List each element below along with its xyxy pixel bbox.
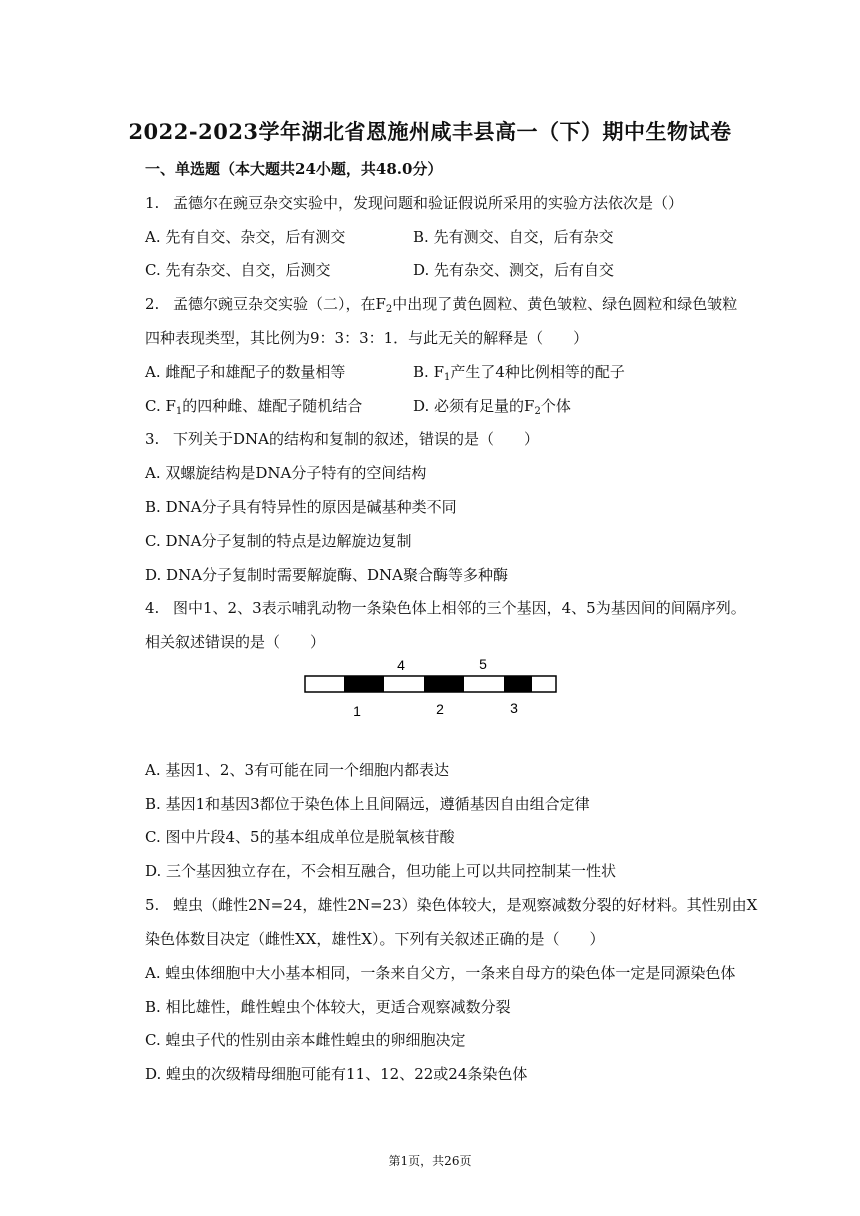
option-2c: C. $F_1$的四种雌、雄配子随机结合	[145, 397, 363, 417]
question-2-stem: 2. 孟德尔豌豆杂交实验（二），在$F_2$中出现了黄色圆粒、黄色皱粒、绿色圆粒和绿色皱粒	[145, 295, 738, 315]
question-5-stem-line2: 染色体数目决定（雌性XX，雄性X）。下列有关叙述正确的是（ ）	[145, 930, 605, 948]
option-1a: A. 先有自交、杂交，后有测交	[145, 228, 346, 246]
option-4b: B. 基因1和基因3都位于染色体上且间隔远，遵循基因自由组合定律	[145, 795, 590, 813]
page-footer: 第1页，共26页	[388, 1154, 472, 1168]
label-3: 3	[510, 700, 518, 716]
option-3a: A. 双螺旋结构是DNA分子特有的空间结构	[145, 464, 427, 482]
option-1b: B. 先有测交、自交，后有杂交	[413, 228, 614, 246]
question-3-stem: 3. 下列关于DNA的结构和复制的叙述，错误的是（ ）	[145, 430, 539, 448]
question-number: 1.	[145, 194, 160, 212]
option-4a: A. 基因1、2、3有可能在同一个细胞内都表达	[145, 761, 450, 779]
question-number: 5.	[145, 896, 160, 914]
label-2: 2	[436, 701, 444, 717]
option-1c: C. 先有杂交、自交，后测交	[145, 261, 331, 279]
option-2a: A. 雌配子和雄配子的数量相等	[145, 363, 346, 381]
gene-1-segment	[344, 676, 384, 692]
label-5: 5	[479, 656, 487, 672]
page-title: 2022-2023学年湖北省恩施州咸丰县高一（下）期中生物试卷	[128, 119, 732, 144]
option-4c: C. 图中片段4、5的基本组成单位是脱氧核苷酸	[145, 828, 455, 846]
option-2b: B. $F_1$产生了4种比例相等的配子	[413, 363, 625, 383]
section-heading: 一、单选题（本大题共24小题，共48.0分）	[145, 160, 443, 178]
option-5b: B. 相比雄性，雌性蝗虫个体较大，更适合观察减数分裂	[145, 998, 511, 1016]
question-4-stem: 4. 图中1、2、3表示哺乳动物一条染色体上相邻的三个基因，4、5为基因间的间隔序列。	[145, 599, 746, 617]
question-number: 3.	[145, 430, 160, 448]
option-3c: C. DNA分子复制的特点是边解旋边复制	[145, 532, 412, 550]
option-1d: D. 先有杂交、测交，后有自交	[413, 261, 615, 279]
chromosome-gene-diagram	[300, 655, 570, 725]
question-number: 2.	[145, 295, 160, 313]
option-4d: D. 三个基因独立存在，不会相互融合，但功能上可以共同控制某一性状	[145, 862, 617, 880]
option-5d: D. 蝗虫的次级精母细胞可能有11、12、22或24条染色体	[145, 1065, 528, 1083]
option-5c: C. 蝗虫子代的性别由亲本雌性蝗虫的卵细胞决定	[145, 1031, 466, 1049]
question-number: 4.	[145, 599, 160, 617]
question-4-stem-line2: 相关叙述错误的是（ ）	[145, 633, 326, 651]
gene-3-segment	[504, 676, 532, 692]
option-3b: B. DNA分子具有特异性的原因是碱基种类不同	[145, 498, 457, 516]
label-1: 1	[353, 703, 361, 719]
question-1-stem: 1. 孟德尔在豌豆杂交实验中，发现问题和验证假说所采用的实验方法依次是（）	[145, 194, 684, 212]
option-3d: D. DNA分子复制时需要解旋酶、DNA聚合酶等多种酶	[145, 566, 509, 584]
question-5-stem: 5. 蝗虫（雌性2N=24，雄性2N=23）染色体较大，是观察减数分裂的好材料。其性别由X	[145, 896, 758, 914]
gene-2-segment	[424, 676, 464, 692]
option-5a: A. 蝗虫体细胞中大小基本相同，一条来自父方，一条来自母方的染色体一定是同源染色体	[145, 964, 736, 982]
question-2-stem-line2: 四种表现类型，其比例为9：3：3：1．与此无关的解释是（ ）	[145, 329, 589, 347]
label-4: 4	[397, 657, 405, 673]
option-2d: D. 必须有足量的$F_2$个体	[413, 397, 571, 417]
